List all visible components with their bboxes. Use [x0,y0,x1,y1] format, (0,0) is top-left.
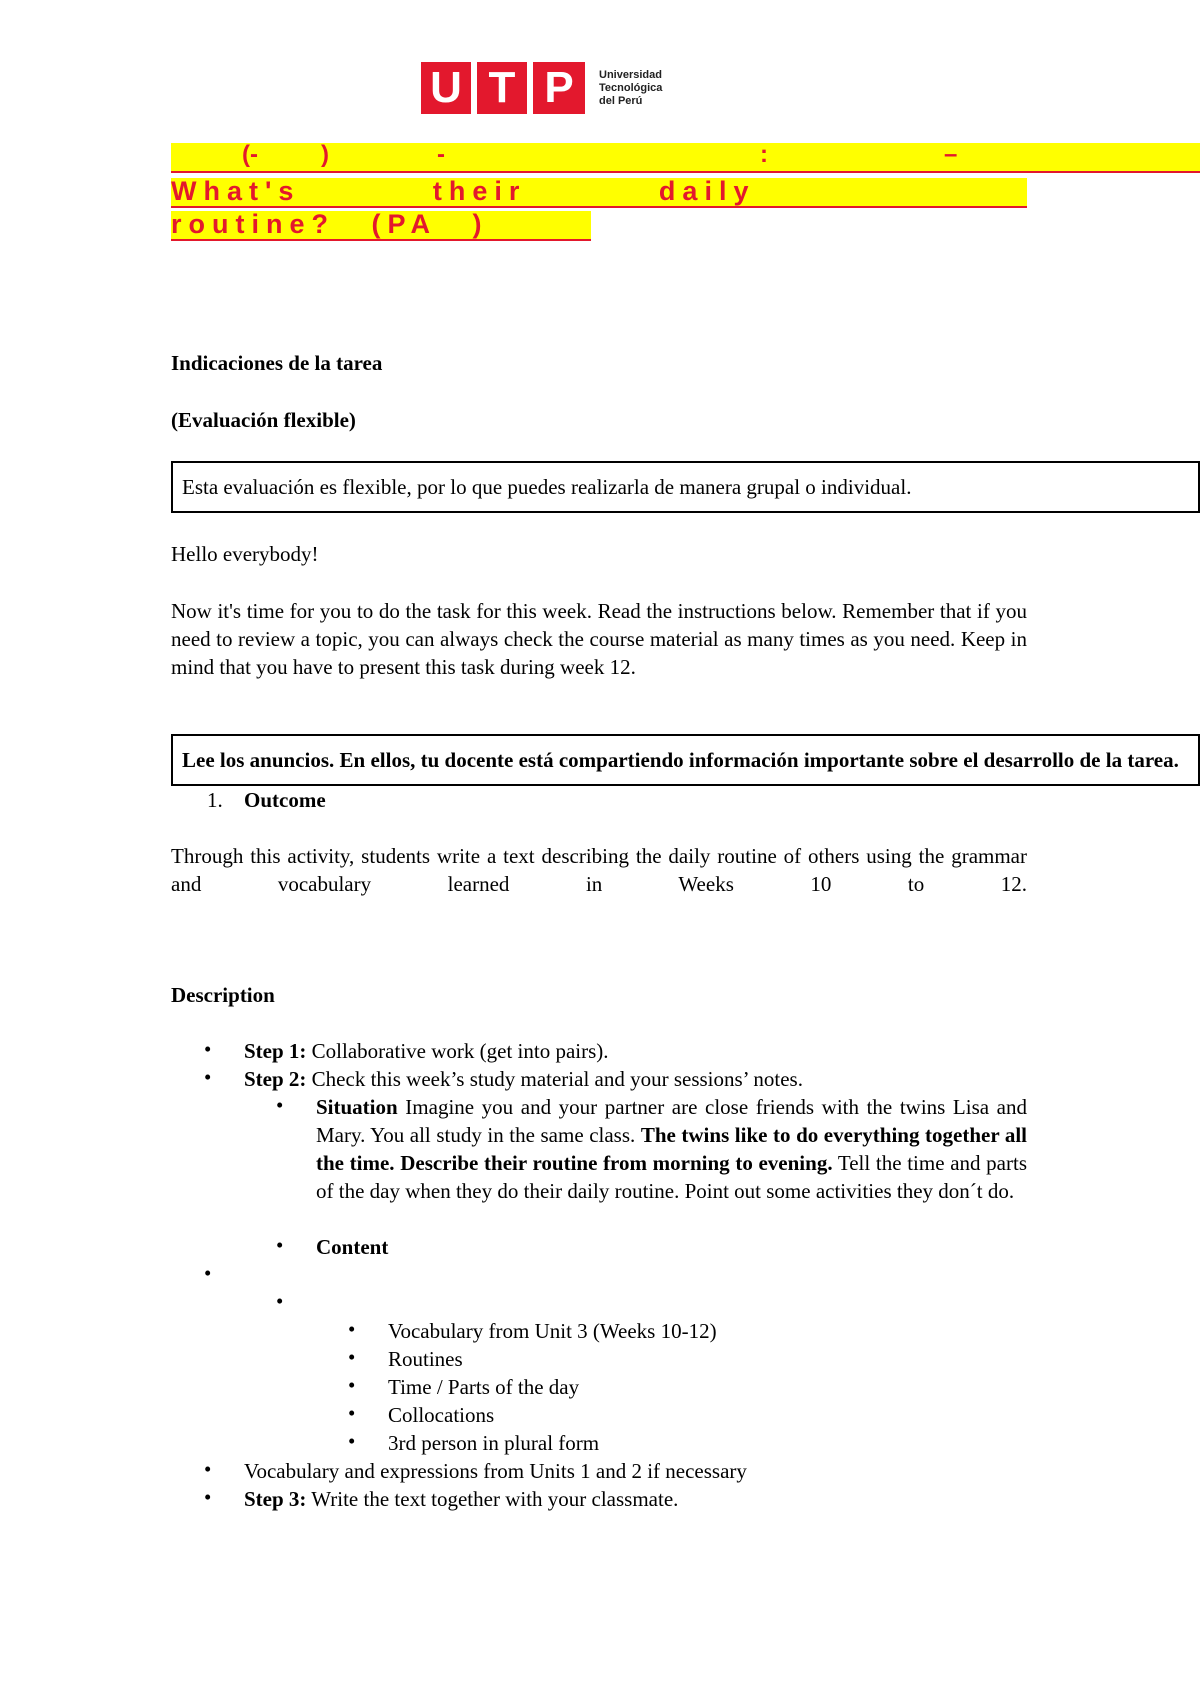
title-line-2 [171,178,1027,208]
intro-paragraph: Now it's time for you to do the task for this week. Read the instructions below. Remember that if you need to review a topic, you can always check the course material as many times as you need. Keep in mind that you have to present this task during week 12. [171,599,1027,679]
greeting: Hello everybody! [171,542,319,566]
utp-logo [421,62,662,114]
list-item-situation: Situation Imagine you and your partner are close friends with the twins Lisa and Mary. You all study in the same class. The twins like to do everything together all the time. Describe their routine from morning to evening. Tell the time and parts of the day when they do their daily routine. Point out some activities they don´t do. [316,1095,1028,1203]
title-line-3 [171,211,591,241]
logo-letter-t: T [477,62,527,114]
bullet-icon: • [204,1037,212,1061]
flexible-note-box: Esta evaluación es flexible, por lo que puedes realizarla de manera grupal o individual. [171,461,1200,513]
outcome-number: 1. [207,788,223,812]
list-item-step3: Step 3: Write the text together with your classmate. [244,1487,679,1511]
content-item: Collocations [388,1403,495,1427]
content-item: 3rd person in plural form [388,1431,600,1455]
bullet-icon: • [204,1485,212,1509]
logo-letter-p: P [533,62,585,114]
content-item: Time / Parts of the day [388,1375,580,1399]
logo-text: Universidad Tecnológica del Perú [599,68,663,107]
bullet-icon: • [276,1093,284,1117]
title-line-1: (- ) - : – [171,143,1200,173]
section-heading-description: Description [171,983,275,1007]
bullet-icon: • [276,1289,284,1313]
page-title: What's their daily [171,176,756,206]
bullet-icon: • [348,1429,356,1453]
section-heading-evaluacion: (Evaluación flexible) [171,408,356,432]
bullet-icon: • [276,1233,284,1257]
bullet-icon: • [348,1317,356,1341]
list-item-vocab-units: Vocabulary and expressions from Units 1 and 2 if necessary [244,1459,747,1483]
section-heading-indicaciones: Indicaciones de la tarea [171,351,383,375]
announcements-box: Lee los anuncios. En ellos, tu docente está compartiendo información importante sobre el desarrollo de la tarea. [171,734,1200,786]
bullet-icon: • [204,1261,212,1285]
bullet-icon: • [348,1345,356,1369]
bullet-icon: • [204,1457,212,1481]
outcome-text: Through this activity, students write a text describing the daily routine of others using the grammar and vocabulary learned in Weeks 10 to 12. [171,844,1027,896]
logo-letter-u: U [421,62,471,114]
list-item-step1: Step 1: Collaborative work (get into pairs). [244,1039,609,1063]
content-item: Routines [388,1347,463,1371]
page-title-cont: routine? (PA ) [171,209,489,239]
outcome-heading: Outcome [244,788,326,812]
bullet-icon: • [348,1401,356,1425]
bullet-icon: • [204,1065,212,1089]
list-item-step2: Step 2: Check this week’s study material and your sessions’ notes. [244,1067,803,1091]
list-item-content: Content [316,1235,389,1259]
content-item: Vocabulary from Unit 3 (Weeks 10-12) [388,1319,717,1343]
bullet-icon: • [348,1373,356,1397]
